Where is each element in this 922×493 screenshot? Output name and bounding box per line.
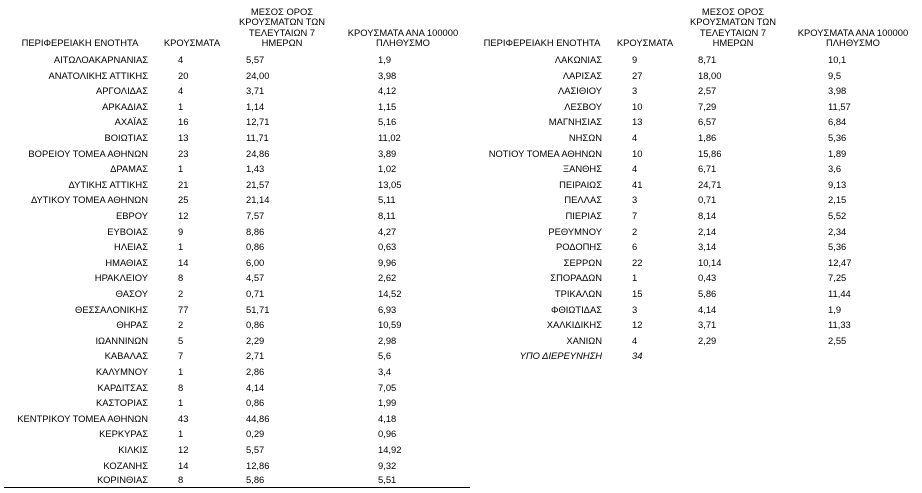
- cases-cell: 3: [632, 85, 638, 97]
- avg7-cell: 5,86: [698, 288, 717, 299]
- table-row: [474, 270, 920, 286]
- region-cell: ΑΡΓΟΛΙΔΑΣ: [96, 85, 148, 97]
- region-cell: ΠΙΕΡΙΑΣ: [565, 210, 602, 222]
- table-row: [4, 442, 470, 458]
- avg7-cell: 0,86: [246, 319, 265, 331]
- cases-cell: 8: [178, 381, 184, 393]
- region-cell: ΗΡΑΚΛΕΙΟΥ: [94, 272, 148, 284]
- cases-cell: 1: [178, 428, 184, 440]
- per100k-cell: 9,96: [378, 256, 397, 268]
- avg7-cell: [680, 348, 786, 364]
- avg7-cell: 18,00: [698, 69, 722, 81]
- avg7-cell: 6,57: [698, 116, 717, 128]
- per100k-cell: 1,15: [378, 100, 397, 112]
- per100k-cell: 11,57: [828, 100, 851, 112]
- per100k-cell: 1,02: [378, 163, 397, 175]
- region-cell: ΒΟΡΕΙΟΥ ΤΟΜΕΑ ΑΘΗΝΩΝ: [28, 147, 148, 159]
- table-header-row: [4, 0, 470, 52]
- per100k-cell: 1,9: [828, 303, 842, 315]
- per100k-cell: 7,25: [828, 272, 847, 284]
- cases-cell: 3: [632, 303, 638, 315]
- avg7-cell: 11,71: [246, 132, 269, 144]
- header-cases: ΚΡΟΥΣΜΑΤΑ: [616, 37, 674, 49]
- region-cell: ΛΑΣΙΘΙΟΥ: [557, 85, 602, 97]
- table-row: [4, 302, 470, 318]
- avg7-cell: 44,86: [246, 412, 270, 424]
- avg7-cell: 12,71: [246, 116, 270, 128]
- cases-cell: 1: [632, 272, 638, 284]
- table-row: [474, 224, 920, 240]
- avg7-cell: 0,29: [246, 428, 265, 440]
- table-row: [474, 177, 920, 193]
- region-cell: ΕΥΒΟΙΑΣ: [107, 225, 148, 237]
- avg7-cell: 2,57: [698, 85, 717, 97]
- per100k-cell: 14,52: [378, 288, 402, 299]
- per100k-cell: 1,89: [828, 147, 847, 159]
- avg7-cell: 10,14: [698, 256, 722, 268]
- table-row: [474, 68, 920, 84]
- avg7-cell: 2,71: [246, 350, 265, 362]
- table-row: [4, 426, 470, 442]
- table-row: [4, 161, 470, 177]
- per100k-cell: 3,6: [828, 163, 842, 175]
- cases-cell: 12: [632, 319, 643, 331]
- avg7-cell: 24,71: [698, 178, 722, 190]
- right-table-body: [474, 52, 920, 364]
- per100k-cell: 2,15: [828, 194, 847, 206]
- avg7-cell: 5,57: [246, 443, 265, 455]
- table-row: [4, 255, 470, 271]
- left-table-body: [4, 52, 470, 488]
- cases-cell: 15: [632, 288, 643, 299]
- cases-cell: 43: [178, 412, 189, 424]
- cases-cell: 77: [178, 303, 189, 315]
- avg7-cell: 12,86: [246, 459, 270, 471]
- per100k-cell: 11,33: [828, 319, 851, 331]
- per100k-cell: 2,55: [828, 334, 847, 346]
- avg7-cell: 0,71: [698, 194, 717, 206]
- cases-cell: 7: [178, 350, 184, 362]
- avg7-cell: 7,57: [246, 210, 265, 222]
- table-row: [474, 348, 920, 364]
- avg7-cell: 0,86: [246, 241, 265, 253]
- avg7-cell: 2,86: [246, 365, 265, 377]
- avg7-cell: 4,57: [246, 272, 265, 284]
- cases-table-left: [4, 0, 470, 488]
- avg7-cell: 7,29: [698, 100, 717, 112]
- per100k-cell: 11,44: [828, 288, 851, 299]
- avg7-cell: 3,71: [698, 319, 717, 331]
- avg7-cell: 1,14: [246, 100, 265, 112]
- region-cell: ΚΑΣΤΟΡΙΑΣ: [95, 397, 148, 409]
- region-cell: ΕΒΡΟΥ: [115, 210, 148, 222]
- per100k-cell: 4,12: [378, 85, 397, 97]
- region-cell: ΠΕΙΡΑΙΩΣ: [559, 178, 602, 190]
- avg7-cell: 6,00: [246, 256, 265, 268]
- cases-cell: 27: [632, 69, 643, 81]
- avg7-cell: 4,14: [698, 303, 717, 315]
- per100k-cell: 3,98: [828, 85, 847, 97]
- cases-cell: 34: [632, 350, 643, 362]
- cases-cell: 14: [178, 256, 189, 268]
- per100k-cell: 12,47: [828, 256, 852, 268]
- avg7-cell: 8,14: [698, 210, 717, 222]
- region-cell: ΘΕΣΣΑΛΟΝΙΚΗΣ: [75, 303, 148, 315]
- cases-cell: 1: [178, 397, 184, 409]
- region-cell: ΞΑΝΘΗΣ: [563, 163, 602, 175]
- cases-cell: 20: [178, 69, 189, 81]
- per100k-cell: 10,1: [828, 54, 847, 66]
- region-cell: ΚΕΝΤΡΙΚΟΥ ΤΟΜΕΑ ΑΘΗΝΩΝ: [17, 412, 148, 424]
- per100k-cell: [786, 348, 920, 364]
- region-cell: ΥΠΟ ΔΙΕΡΕΥΝΗΣΗ: [519, 350, 602, 362]
- per100k-cell: 5,52: [828, 210, 847, 222]
- avg7-cell: 15,86: [698, 147, 722, 159]
- table-row: [474, 83, 920, 99]
- cases-cell: 13: [632, 116, 643, 128]
- per100k-cell: 3,89: [378, 147, 397, 159]
- cases-cell: 25: [178, 194, 189, 206]
- per100k-cell: 6,93: [378, 303, 397, 315]
- cases-cell: 14: [178, 459, 189, 471]
- per100k-cell: 8,11: [378, 210, 396, 222]
- table-row: [4, 395, 470, 411]
- avg7-cell: 1,86: [698, 132, 717, 144]
- cases-cell: 1: [178, 163, 184, 175]
- region-cell: ΗΜΑΘΙΑΣ: [105, 256, 148, 268]
- table-row: [4, 192, 470, 208]
- header-region: ΠΕΡΙΦΕΡΕΙΑΚΗ ΕΝΟΤΗΤΑ: [21, 37, 139, 49]
- table-row: [4, 333, 470, 349]
- region-cell: ΗΛΕΙΑΣ: [114, 241, 148, 253]
- table-row: [4, 99, 470, 115]
- avg7-cell: 8,86: [246, 225, 265, 237]
- table-row: [474, 286, 920, 302]
- per100k-cell: 14,92: [378, 443, 402, 455]
- per100k-cell: 2,98: [378, 334, 397, 346]
- avg7-cell: 3,14: [698, 241, 717, 253]
- table-row: [4, 52, 470, 68]
- region-cell: ΣΕΡΡΩΝ: [563, 256, 602, 268]
- cases-cell: 12: [178, 443, 189, 455]
- per100k-cell: 3,4: [378, 365, 392, 377]
- cases-cell: 5: [178, 334, 184, 346]
- per100k-cell: 5,36: [828, 241, 847, 253]
- cases-cell: 41: [632, 178, 643, 190]
- per100k-cell: 4,18: [378, 412, 397, 424]
- region-cell: ΚΑΡΔΙΤΣΑΣ: [97, 381, 148, 393]
- table-row: [4, 364, 470, 380]
- avg7-cell: 21,57: [246, 178, 270, 190]
- table-row: [4, 317, 470, 333]
- per100k-cell: 5,16: [378, 116, 397, 128]
- table-row: [474, 239, 920, 255]
- avg7-cell: 0,43: [698, 272, 717, 284]
- cases-cell: 4: [632, 132, 638, 144]
- cases-cell: 23: [178, 147, 189, 159]
- region-cell: ΒΟΙΩΤΙΑΣ: [104, 132, 148, 144]
- cases-cell: 4: [178, 54, 184, 66]
- header-region: ΠΕΡΙΦΕΡΕΙΑΚΗ ΕΝΟΤΗΤΑ: [483, 37, 601, 49]
- avg7-cell: 2,14: [698, 225, 717, 237]
- table-row: [4, 286, 470, 302]
- region-cell: ΚΙΛΚΙΣ: [118, 443, 148, 455]
- avg7-cell: 21,14: [246, 194, 270, 206]
- header-per100k: ΚΡΟΥΣΜΑΤΑ ΑΝΑ 100000 ΠΛΗΘΥΣΜΟ: [797, 26, 909, 49]
- per100k-cell: 5,6: [378, 350, 392, 362]
- per100k-cell: 10,59: [378, 319, 402, 331]
- cases-cell: 4: [178, 85, 184, 97]
- per100k-cell: 7,05: [378, 381, 397, 393]
- avg7-cell: 5,57: [246, 54, 265, 66]
- per100k-cell: 0,96: [378, 428, 397, 440]
- region-cell: ΔΥΤΙΚΟΥ ΤΟΜΕΑ ΑΘΗΝΩΝ: [30, 194, 148, 206]
- region-cell: ΚΑΛΥΜΝΟΥ: [95, 365, 148, 377]
- avg7-cell: 4,14: [246, 381, 265, 393]
- avg7-cell: 51,71: [246, 303, 270, 315]
- table-row: [474, 146, 920, 162]
- header-avg7: ΜΕΣΟΣ ΟΡΟΣ ΚΡΟΥΣΜΑΤΩΝ ΤΩΝ ΤΕΛΕΥΤΑΙΩΝ 7 ΗΜΕΡΩΝ: [238, 5, 326, 49]
- per100k-cell: 13,05: [378, 178, 402, 190]
- region-cell: ΘΗΡΑΣ: [116, 319, 148, 331]
- table-row: [4, 114, 470, 130]
- table-row: [474, 192, 920, 208]
- region-cell: ΧΑΛΚΙΔΙΚΗΣ: [546, 319, 602, 331]
- region-cell: ΙΩΑΝΝΙΝΩΝ: [95, 334, 148, 346]
- table-row: [4, 146, 470, 162]
- per100k-cell: 0,63: [378, 241, 397, 253]
- avg7-cell: 5,86: [228, 473, 336, 488]
- cases-cell: 9: [632, 54, 638, 66]
- table-row: [4, 83, 470, 99]
- table-row: [4, 208, 470, 224]
- avg7-cell: 0,86: [246, 397, 265, 409]
- table-row: [474, 99, 920, 115]
- region-cell: ΔΡΑΜΑΣ: [110, 163, 148, 175]
- region-cell: ΜΑΓΝΗΣΙΑΣ: [548, 116, 602, 128]
- cases-table-right: [474, 0, 920, 364]
- header-cases: ΚΡΟΥΣΜΑΤΑ: [163, 37, 221, 49]
- table-row: [4, 473, 470, 488]
- cases-cell: 12: [178, 210, 189, 222]
- region-cell: ΤΡΙΚΑΛΩΝ: [554, 288, 602, 299]
- region-cell: ΝΗΣΩΝ: [568, 132, 602, 144]
- table-row: [4, 348, 470, 364]
- cases-cell: 1: [178, 365, 184, 377]
- table-row: [474, 161, 920, 177]
- avg7-cell: 0,71: [246, 288, 265, 299]
- cases-cell: 13: [178, 132, 189, 144]
- per100k-cell: 3,98: [378, 69, 397, 81]
- table-row: [4, 270, 470, 286]
- per100k-cell: 1,9: [378, 54, 392, 66]
- table-row: [4, 379, 470, 395]
- per100k-cell: 5,11: [378, 194, 396, 206]
- table-row: [474, 130, 920, 146]
- avg7-cell: 24,00: [246, 69, 270, 81]
- avg7-cell: 6,71: [698, 163, 717, 175]
- table-row: [474, 52, 920, 68]
- table-row: [474, 302, 920, 318]
- region-cell: ΑΙΤΩΛΟΑΚΑΡΝΑΝΙΑΣ: [53, 54, 148, 66]
- avg7-cell: 3,71: [246, 85, 265, 97]
- per100k-cell: 4,27: [378, 225, 397, 237]
- region-cell: ΑΝΑΤΟΛΙΚΗΣ ΑΤΤΙΚΗΣ: [48, 69, 148, 81]
- cases-cell: 10: [632, 100, 643, 112]
- cases-cell: 8: [156, 473, 228, 488]
- per100k-cell: 9,13: [828, 178, 847, 190]
- table-row: [474, 333, 920, 349]
- cases-cell: 16: [178, 116, 189, 128]
- per100k-cell: 1,99: [378, 397, 397, 409]
- region-cell: ΡΕΘΥΜΝΟΥ: [548, 225, 602, 237]
- avg7-cell: 24,86: [246, 147, 270, 159]
- table-row: [474, 114, 920, 130]
- cases-cell: 22: [632, 256, 643, 268]
- cases-cell: 3: [632, 194, 638, 206]
- cases-cell: 21: [178, 178, 189, 190]
- cases-cell: 9: [178, 225, 184, 237]
- region-cell: ΠΕΛΛΑΣ: [564, 194, 602, 206]
- header-per100k: ΚΡΟΥΣΜΑΤΑ ΑΝΑ 100000 ΠΛΗΘΥΣΜΟ: [347, 26, 459, 49]
- table-row: [4, 411, 470, 427]
- region-cell: ΛΑΡΙΣΑΣ: [562, 69, 602, 81]
- avg7-cell: 8,71: [698, 54, 717, 66]
- region-cell: ΑΡΚΑΔΙΑΣ: [102, 100, 148, 112]
- cases-cell: 2: [632, 225, 638, 237]
- region-cell: ΔΥΤΙΚΗΣ ΑΤΤΙΚΗΣ: [68, 178, 148, 190]
- table-row: [474, 317, 920, 333]
- table-row: [4, 457, 470, 473]
- table-row: [474, 208, 920, 224]
- cases-cell: 2: [178, 288, 184, 299]
- region-cell: ΚΕΡΚΥΡΑΣ: [99, 428, 148, 440]
- header-avg7: ΜΕΣΟΣ ΟΡΟΣ ΚΡΟΥΣΜΑΤΩΝ ΤΩΝ ΤΕΛΕΥΤΑΙΩΝ 7 ΗΜΕΡΩΝ: [689, 5, 777, 49]
- region-cell: ΚΟΡΙΝΘΙΑΣ: [4, 473, 156, 488]
- table-row: [4, 239, 470, 255]
- avg7-cell: 1,43: [246, 163, 265, 175]
- table-header-row: [474, 0, 920, 52]
- region-cell: ΧΑΝΙΩΝ: [566, 334, 602, 346]
- region-cell: ΦΘΙΩΤΙΔΑΣ: [550, 303, 602, 315]
- region-cell: ΚΑΒΑΛΑΣ: [104, 350, 148, 362]
- region-cell: ΣΠΟΡΑΔΩΝ: [550, 272, 602, 284]
- per100k-cell: 5,36: [828, 132, 847, 144]
- cases-cell: 1: [178, 100, 184, 112]
- region-cell: ΛΕΣΒΟΥ: [564, 100, 602, 112]
- cases-cell: 1: [178, 241, 184, 253]
- cases-cell: 6: [632, 241, 638, 253]
- table-row: [4, 177, 470, 193]
- cases-cell: 10: [632, 147, 643, 159]
- region-cell: ΛΑΚΩΝΙΑΣ: [554, 54, 602, 66]
- avg7-cell: 2,29: [698, 334, 717, 346]
- region-cell: ΡΟΔΟΠΗΣ: [555, 241, 602, 253]
- cases-cell: 7: [632, 210, 638, 222]
- cases-cell: 8: [178, 272, 184, 284]
- table-row: [4, 224, 470, 240]
- per100k-cell: 6,84: [828, 116, 847, 128]
- cases-cell: 2: [178, 319, 184, 331]
- table-row: [4, 68, 470, 84]
- per100k-cell: 11,02: [378, 132, 401, 144]
- cases-cell: 4: [632, 163, 638, 175]
- avg7-cell: 2,29: [246, 334, 265, 346]
- per100k-cell: 9,5: [828, 69, 842, 81]
- table-row: [474, 255, 920, 271]
- per100k-cell: 2,34: [828, 225, 847, 237]
- region-cell: ΝΟΤΙΟΥ ΤΟΜΕΑ ΑΘΗΝΩΝ: [488, 147, 602, 159]
- region-cell: ΑΧΑΪΑΣ: [114, 116, 148, 128]
- per100k-cell: 2,62: [378, 272, 397, 284]
- per100k-cell: 5,51: [336, 473, 470, 488]
- region-cell: ΚΟΖΑΝΗΣ: [103, 459, 148, 471]
- cases-cell: 4: [632, 334, 638, 346]
- table-row: [4, 130, 470, 146]
- per100k-cell: 9,32: [378, 459, 397, 471]
- region-cell: ΘΑΣΟΥ: [115, 288, 148, 299]
